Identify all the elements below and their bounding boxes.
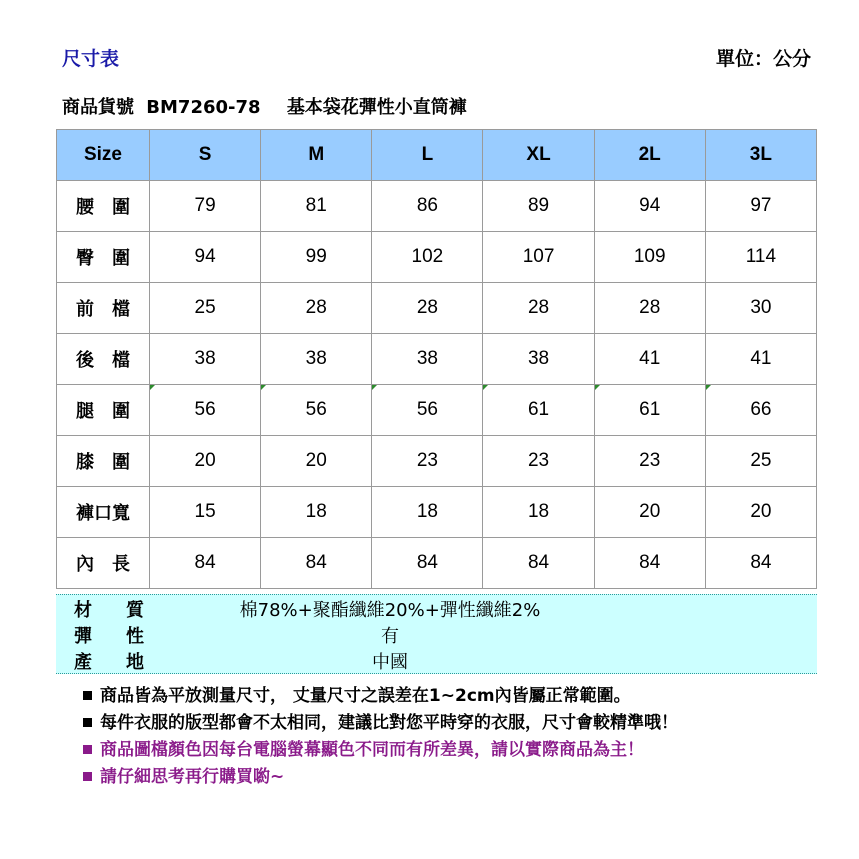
column-header: M xyxy=(261,130,372,181)
table-header-row xyxy=(57,130,817,181)
table-cell: 23 xyxy=(372,436,483,487)
table-row xyxy=(57,538,817,589)
note-item: 請仔細思考再行購買喲~ xyxy=(83,763,678,790)
size-table xyxy=(56,129,817,589)
stretch-label: 彈 性 xyxy=(74,626,144,647)
table-cell: 15 xyxy=(150,487,261,538)
origin-value: 中國 xyxy=(372,652,408,673)
table-cell: 61 xyxy=(483,385,594,436)
table-cell: 38 xyxy=(483,334,594,385)
square-bullet-icon xyxy=(83,745,92,754)
notes-list xyxy=(83,682,678,790)
table-cell: 94 xyxy=(150,232,261,283)
square-bullet-icon xyxy=(83,772,92,781)
table-cell: 18 xyxy=(372,487,483,538)
column-header: XL xyxy=(483,130,594,181)
product-code-label: 商品貨號 xyxy=(62,97,134,118)
table-cell: 84 xyxy=(261,538,372,589)
row-label: 後 檔 xyxy=(57,334,150,385)
row-label: 內 長 xyxy=(57,538,150,589)
table-row xyxy=(57,181,817,232)
table-cell: 38 xyxy=(372,334,483,385)
column-header: 2L xyxy=(594,130,705,181)
table-cell: 41 xyxy=(705,334,816,385)
fabric-label: 材 質 xyxy=(74,600,144,621)
note-item: 商品圖檔顏色因每台電腦螢幕顯色不同而有所差異，請以實際商品為主！ xyxy=(83,736,678,763)
table-cell: 107 xyxy=(483,232,594,283)
table-cell: 97 xyxy=(705,181,816,232)
table-cell: 56 xyxy=(261,385,372,436)
product-name: 基本袋花彈性小直筒褲 xyxy=(286,97,467,118)
table-cell: 84 xyxy=(594,538,705,589)
table-row xyxy=(57,283,817,334)
table-cell: 41 xyxy=(594,334,705,385)
row-label: 腰 圍 xyxy=(57,181,150,232)
table-row xyxy=(57,334,817,385)
table-cell: 18 xyxy=(261,487,372,538)
table-cell: 84 xyxy=(372,538,483,589)
table-cell: 84 xyxy=(483,538,594,589)
table-cell: 28 xyxy=(594,283,705,334)
table-cell: 25 xyxy=(150,283,261,334)
row-label: 褲口寬 xyxy=(57,487,150,538)
note-item: 每件衣服的版型都會不太相同，建議比對您平時穿的衣服，尺寸會較精準哦！ xyxy=(83,709,678,736)
note-item: 商品皆為平放測量尺寸， 丈量尺寸之誤差在1~2cm內皆屬正常範圍。 xyxy=(83,682,678,709)
table-cell: 114 xyxy=(705,232,816,283)
column-header: L xyxy=(372,130,483,181)
column-header: S xyxy=(150,130,261,181)
square-bullet-icon xyxy=(83,718,92,727)
row-label: 腿 圍 xyxy=(57,385,150,436)
stretch-row xyxy=(56,622,817,647)
table-cell: 84 xyxy=(150,538,261,589)
table-cell: 38 xyxy=(261,334,372,385)
column-header: 3L xyxy=(705,130,816,181)
table-cell: 23 xyxy=(594,436,705,487)
row-label: 臀 圍 xyxy=(57,232,150,283)
table-row xyxy=(57,436,817,487)
table-cell: 99 xyxy=(261,232,372,283)
row-label: 膝 圍 xyxy=(57,436,150,487)
column-header: Size xyxy=(57,130,150,181)
table-cell: 20 xyxy=(261,436,372,487)
table-cell: 28 xyxy=(483,283,594,334)
table-row xyxy=(57,385,817,436)
square-bullet-icon xyxy=(83,691,92,700)
table-cell: 20 xyxy=(705,487,816,538)
table-cell: 56 xyxy=(372,385,483,436)
table-cell: 25 xyxy=(705,436,816,487)
product-info xyxy=(62,93,473,119)
table-cell: 38 xyxy=(150,334,261,385)
fabric-row xyxy=(56,596,817,621)
table-row xyxy=(57,232,817,283)
table-cell: 18 xyxy=(483,487,594,538)
table-cell: 28 xyxy=(372,283,483,334)
table-cell: 56 xyxy=(150,385,261,436)
table-cell: 30 xyxy=(705,283,816,334)
material-info xyxy=(56,594,817,674)
table-cell: 102 xyxy=(372,232,483,283)
table-cell: 86 xyxy=(372,181,483,232)
table-cell: 23 xyxy=(483,436,594,487)
table-cell: 94 xyxy=(594,181,705,232)
fabric-value: 棉78%+聚酯纖維20%+彈性纖維2% xyxy=(239,600,541,621)
table-cell: 81 xyxy=(261,181,372,232)
table-cell: 61 xyxy=(594,385,705,436)
row-label: 前 檔 xyxy=(57,283,150,334)
table-cell: 109 xyxy=(594,232,705,283)
table-cell: 66 xyxy=(705,385,816,436)
table-cell: 20 xyxy=(150,436,261,487)
size-chart-title: 尺寸表 xyxy=(62,48,120,70)
product-code: BM7260-78 xyxy=(146,97,261,118)
origin-label: 產 地 xyxy=(74,652,144,673)
table-cell: 79 xyxy=(150,181,261,232)
origin-row xyxy=(56,648,817,673)
table-row xyxy=(57,487,817,538)
table-cell: 28 xyxy=(261,283,372,334)
unit-label: 單位：公分 xyxy=(715,48,811,70)
table-cell: 84 xyxy=(705,538,816,589)
table-cell: 20 xyxy=(594,487,705,538)
table-cell: 89 xyxy=(483,181,594,232)
stretch-value: 有 xyxy=(381,626,399,647)
